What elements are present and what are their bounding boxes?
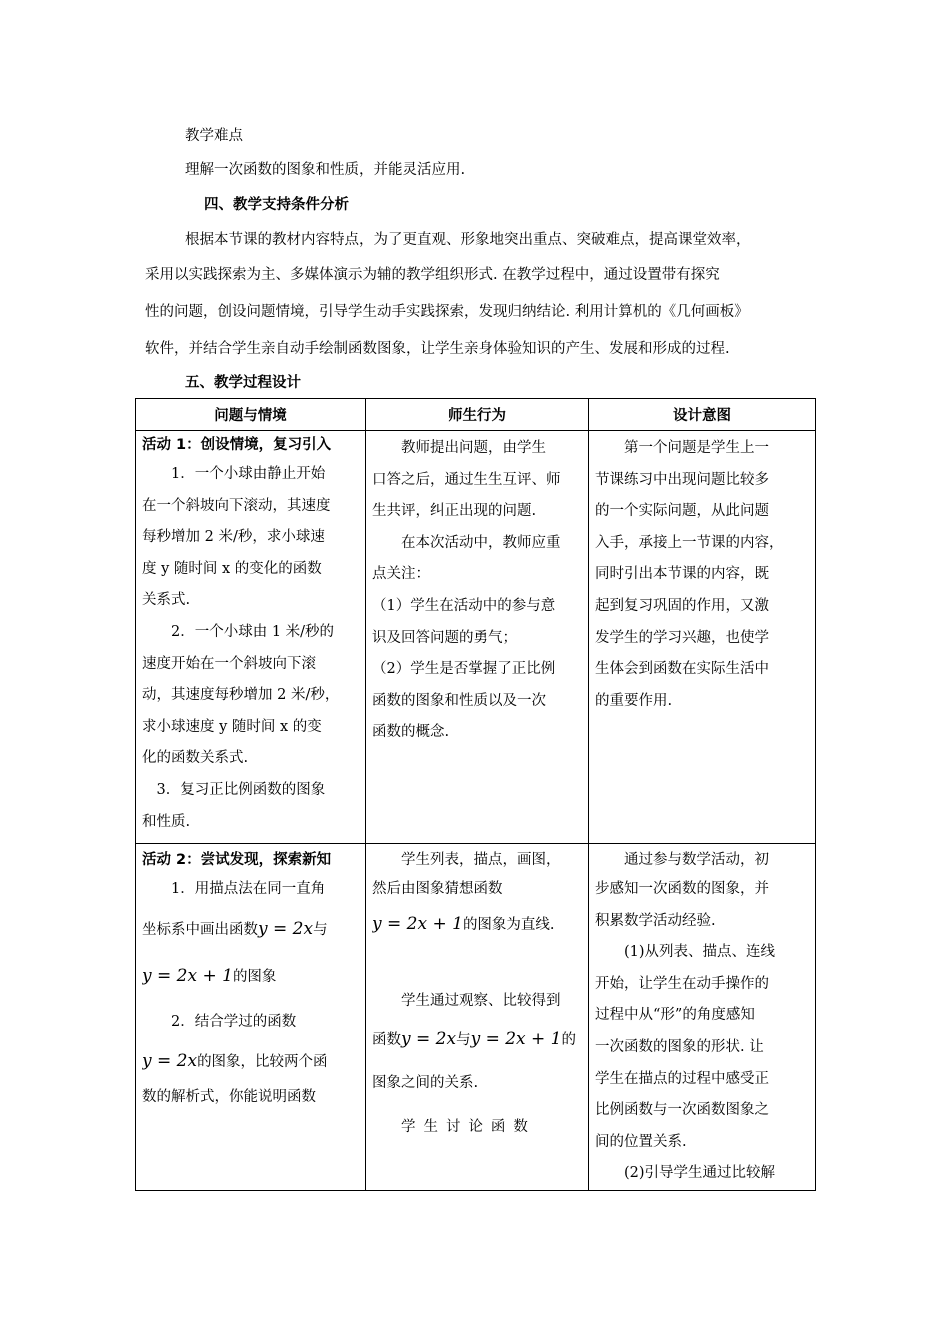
activity1-intent-line: 起到复习巩固的作用，又激 [595,597,769,614]
activity1-problem-line: 1．一个小球由静止开始 [171,466,326,482]
formula-y-2x-plus-1: y = 2x + 1 [142,965,233,986]
activity2-behavior-cell [366,844,589,1191]
activity2-problem-line: 数的解析式，你能说明函数 [142,1088,316,1105]
activity2-problem-text: 坐标系中画出函数 [142,921,258,938]
activity2-intent-line: 通过参与数学活动，初 [624,852,769,868]
header-behavior: 师生行为 [366,399,589,431]
activity1-title: 活动 1：创设情境，复习引入 [142,437,332,453]
activity1-intent-cell [589,431,816,844]
activity1-problem-line: 速度开始在一个斜坡向下滚 [142,655,316,672]
table-row-activity-1 [136,431,816,844]
activity2-intent-cell [589,844,816,1191]
activity1-behavior-line: 函数的图象和性质以及一次 [372,692,546,709]
activity2-title: 活动 2：尝试发现，探索新知 [142,852,332,868]
activity2-intent-line: 间的位置关系. [595,1133,687,1150]
difficulty-heading: 教学难点 [185,128,243,144]
lesson-process-table [135,398,816,1191]
activity2-intent-line: (2)引导学生通过比较解 [624,1165,776,1182]
formula-y-2x: y = 2x [258,918,314,939]
activity1-behavior-line: 生共评，纠正出现的问题. [372,503,537,520]
activity1-problem-cell [136,431,366,844]
activity2-intent-line: 学生在描点的过程中感受正 [595,1070,769,1087]
activity2-intent-line: 一次函数的图象的形状. 让 [595,1038,764,1055]
activity1-intent-line: 节课练习中出现问题比较多 [595,471,769,488]
activity1-intent-line: 同时引出本节课的内容，既 [595,566,769,583]
activity2-behavior-line: 图象之间的关系. [372,1074,479,1091]
activity2-problem-text: 的图象，比较两个函 [197,1053,328,1070]
activity1-problem-line: 求小球速度 y 随时间 x 的变 [142,718,322,735]
activity1-intent-line: 生体会到函数在实际生活中 [595,661,769,678]
activity1-problem-line: 关系式. [142,592,191,609]
table-header-row [136,399,816,431]
activity2-intent-line: 积累数学活动经验. [595,912,716,929]
formula-y-2x: y = 2x [401,1028,457,1049]
difficulty-text: 理解一次函数的图象和性质，并能灵活应用. [185,162,466,178]
activity1-problem-line: 度 y 随时间 x 的变化的函数 [142,560,322,577]
activity2-behavior-text: 函数 [372,1031,401,1048]
activity2-problem-line [142,906,359,953]
header-problem: 问题与情境 [136,399,366,431]
formula-y-2x-plus-1: y = 2x + 1 [470,1028,562,1049]
activity1-behavior-line: 在本次活动中，教师应重 [401,534,561,551]
activity2-problem-text: 与 [313,921,328,938]
activity1-problem-line: 动，其速度每秒增加 2 米/秒， [142,687,340,704]
activity2-intent-line: (1)从列表、描点、连线 [624,944,776,961]
activity2-behavior-text: 与 [456,1031,471,1048]
formula-y-2x-plus-1: y = 2x + 1 [372,913,463,934]
activity2-behavior-text: 的 [561,1031,576,1048]
activity2-intent-line: 开始，让学生在动手操作的 [595,975,769,992]
activity1-intent-line: 第一个问题是学生上一 [624,440,769,456]
activity2-behavior-line: 学生讨论函数 [401,1118,536,1135]
activity1-behavior-line: 函数的概念. [372,724,450,741]
activity2-behavior-line: 学生通过观察、比较得到 [401,992,561,1009]
activity1-behavior-cell [366,431,589,844]
section4-line: 性的问题，创设问题情境，引导学生动手实践探索，发现归纳结论. 利用计算机的《几何画板》 [145,304,749,320]
activity1-problem-line: 在一个斜坡向下滚动，其速度 [142,497,331,514]
activity2-intent-line: 步感知一次函数的图象，并 [595,881,769,897]
activity1-behavior-line: 点关注： [372,566,430,583]
activity2-behavior-text: 的图象为直线. [462,916,555,933]
activity1-problem-line: 3．复习正比例函数的图象 [156,781,326,798]
activity2-problem-line [142,953,359,1000]
activity2-problem-text: 的图象 [232,968,277,985]
activity2-intent-line: 比例函数与一次函数图象之 [595,1102,769,1119]
activity1-intent-line: 的重要作用. [595,692,673,709]
activity2-behavior-line: 然后由图象猜想函数 [372,881,503,897]
activity1-behavior-line: 教师提出问题，由学生 [401,440,546,456]
activity2-behavior-line [372,1019,582,1060]
table-row-activity-2 [136,844,816,1191]
section4-line: 采用以实践探索为主、多媒体演示为辅的教学组织形式. 在教学过程中，通过设置带有探究 [145,267,720,283]
activity1-behavior-line: 识及回答问题的勇气； [372,629,517,646]
activity2-intent-line: 过程中从“形”的角度感知 [595,1007,755,1024]
section4-line: 根据本节课的教材内容特点，为了更直观、形象地突出重点、突破难点，提高课堂效率， [185,232,751,248]
activity2-problem-line: 1．用描点法在同一直角 [171,881,326,897]
activity1-intent-line: 发学生的学习兴趣，也使学 [595,629,769,646]
section4-line: 软件，并结合学生亲自动手绘制函数图象，让学生亲身体验知识的产生、发展和形成的过程. [145,341,730,357]
activity1-problem-line: 2．一个小球由 1 米/秒的 [171,623,335,640]
section5-heading: 五、教学过程设计 [185,375,301,391]
activity1-intent-line: 入手，承接上一节课的内容， [595,534,784,551]
header-intent: 设计意图 [589,399,816,431]
activity2-problem-line [142,1044,359,1079]
activity1-behavior-line: （1）学生在活动中的参与意 [372,597,556,614]
activity1-behavior-line: 口答之后，通过生生互评、师 [372,471,561,488]
activity2-behavior-line: 学生列表，描点，画图， [401,852,561,868]
formula-y-2x: y = 2x [142,1050,198,1071]
activity1-problem-line: 化的函数关系式. [142,750,249,767]
section4-heading: 四、教学支持条件分析 [204,197,349,213]
activity2-problem-line: 2．结合学过的函数 [171,1013,297,1030]
activity1-problem-line: 每秒增加 2 米/秒，求小球速 [142,529,325,546]
activity2-problem-cell [136,844,366,1191]
activity1-problem-line: 和性质. [142,813,191,830]
activity1-behavior-line: （2）学生是否掌握了正比例 [372,661,556,678]
activity2-behavior-line [372,906,582,943]
activity1-intent-line: 的一个实际问题，从此问题 [595,503,769,520]
